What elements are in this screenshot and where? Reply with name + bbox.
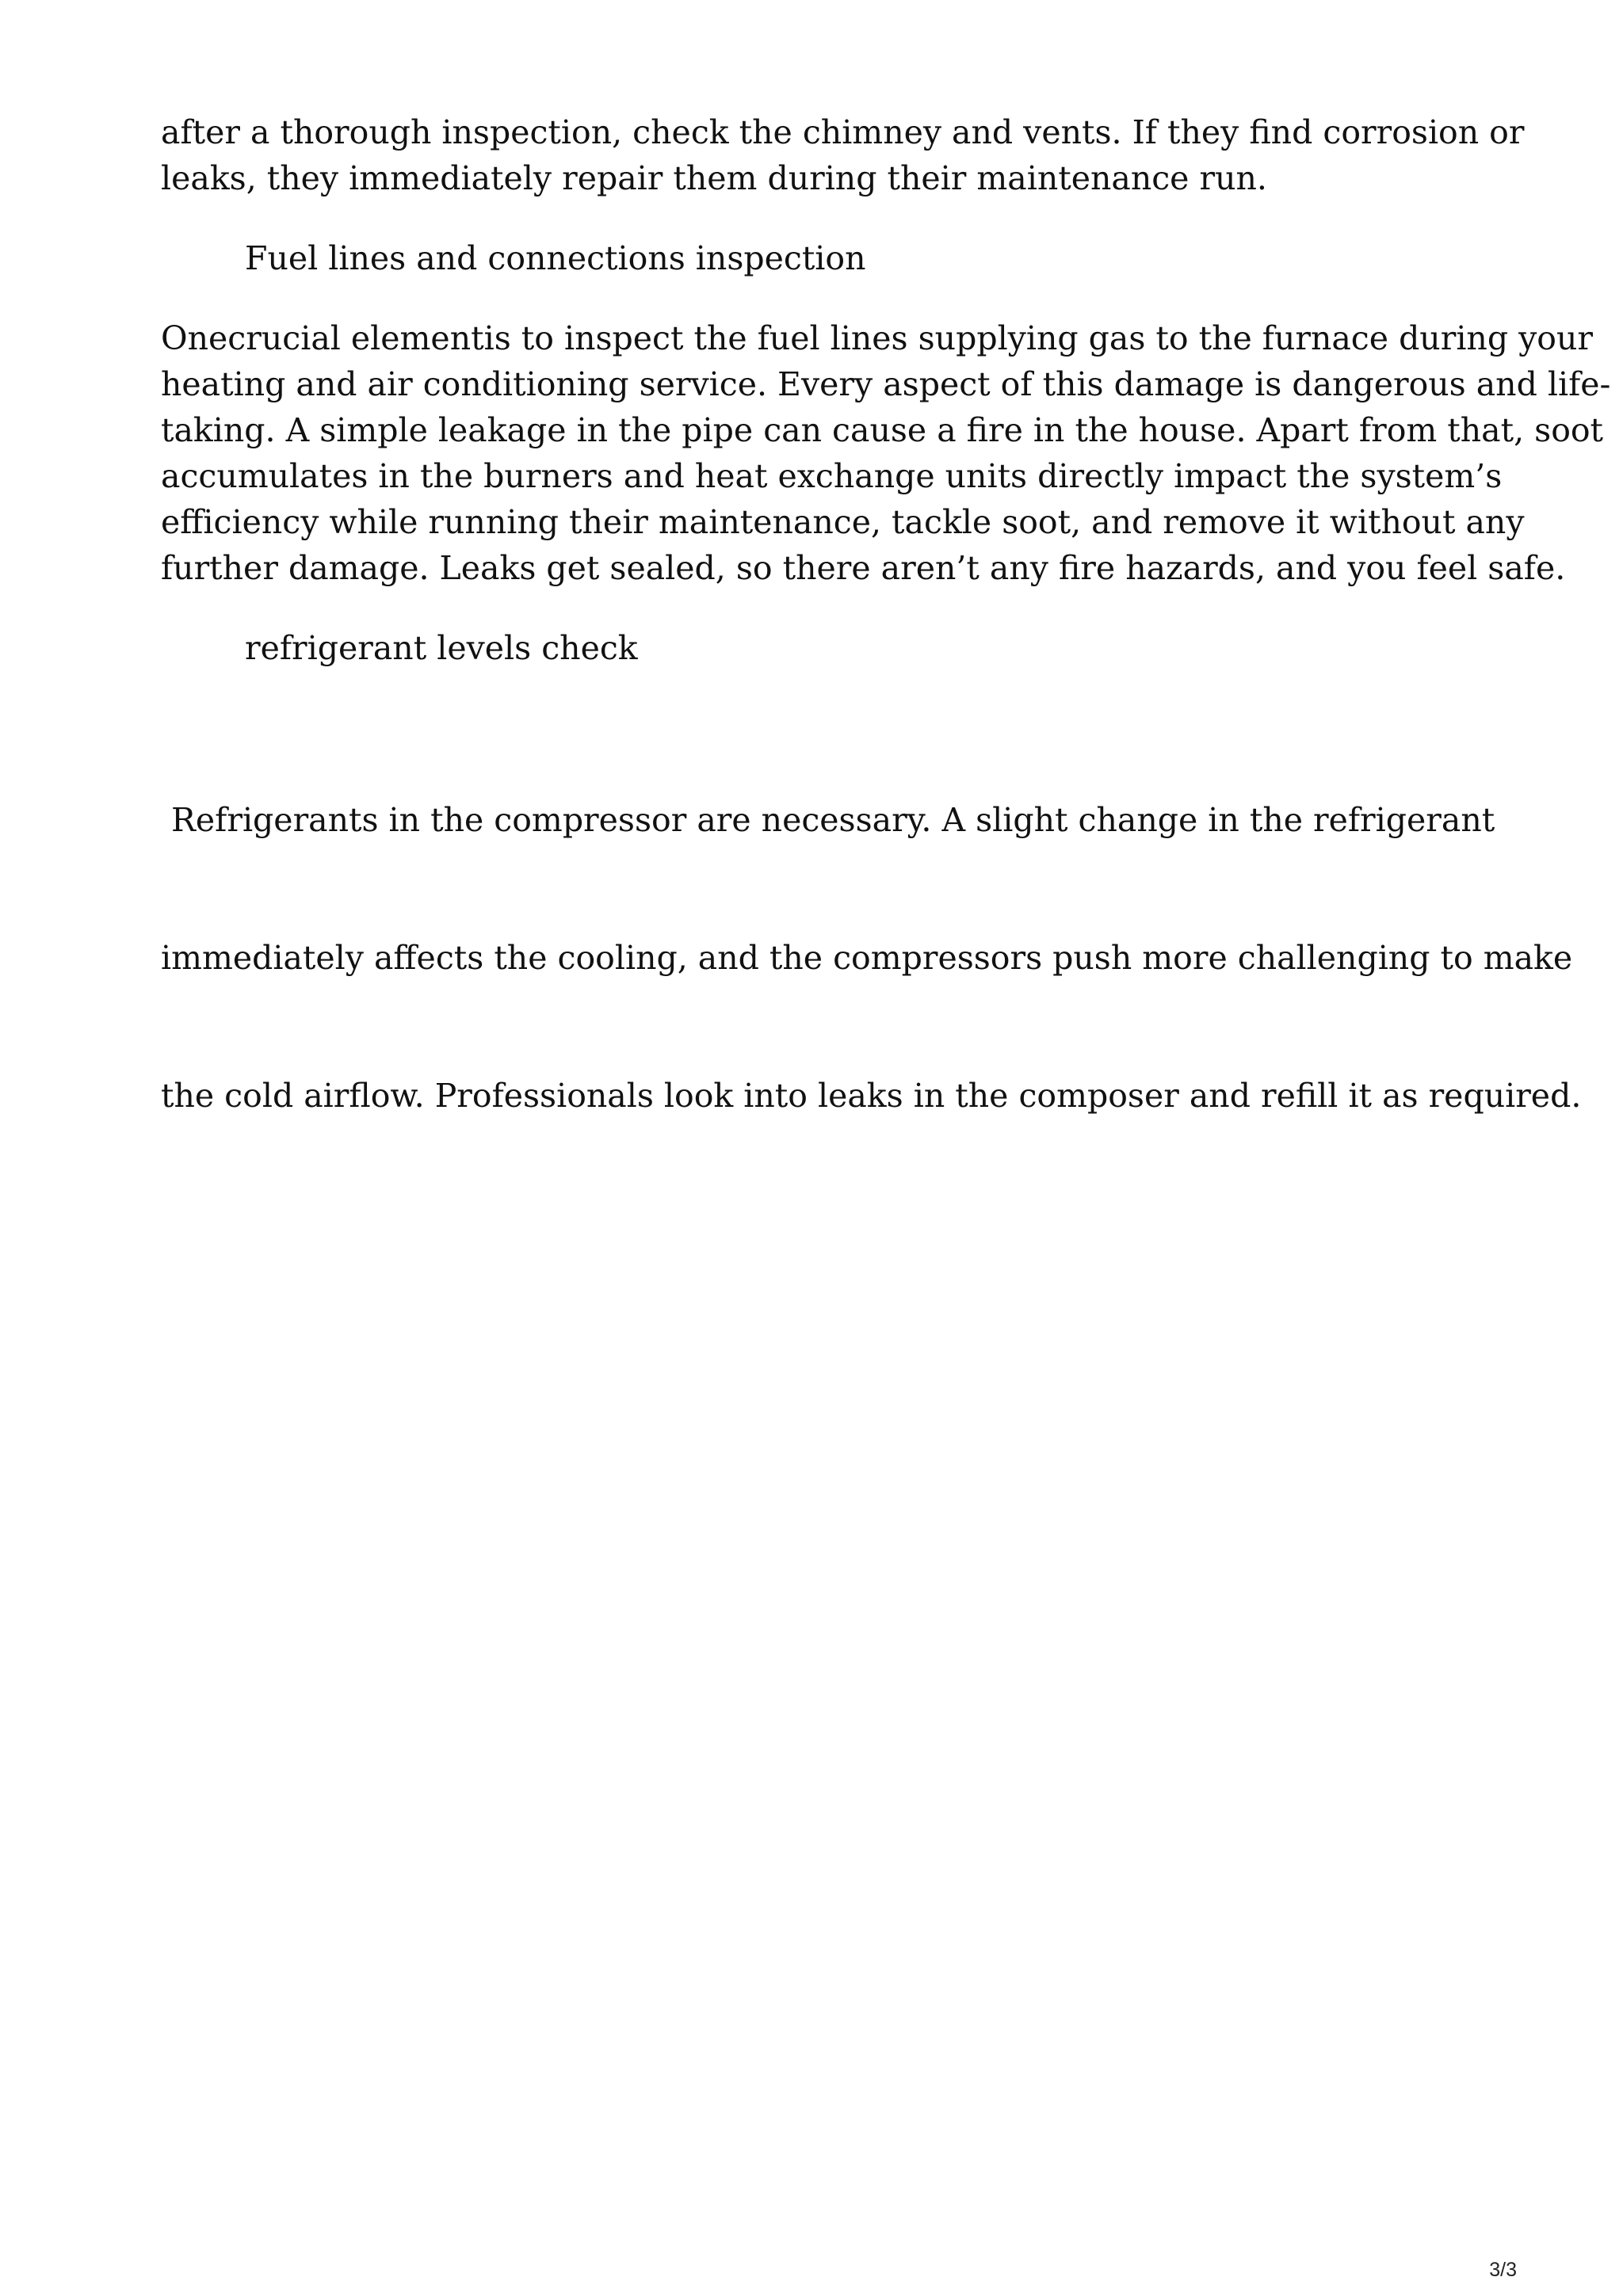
section-heading-fuel-lines: Fuel lines and connections inspection (245, 239, 866, 277)
fuel-lines-paragraph (161, 315, 1611, 591)
paragraph-line: further damage. Leaks get sealed, so there aren’t any fire hazards, and you feel safe. (161, 549, 1566, 587)
section-heading-refrigerant: refrigerant levels check (245, 629, 638, 667)
paragraph-line: after a thorough inspection, check the chimney and vents. If they find corrosion or (161, 113, 1525, 151)
paragraph-line: taking. A simple leakage in the pipe can cause a fire in the house. Apart from that, soot (161, 411, 1604, 449)
document-body (161, 109, 1611, 1211)
page-number: 3/3 (1489, 2259, 1517, 2281)
paragraph-line: immediately affects the cooling, and the compressors push more challenging to make (161, 939, 1573, 977)
paragraph-line: leaks, they immediately repair them during their maintenance run. (161, 159, 1267, 197)
paragraph-line: the cold airflow. Professionals look into leaks in the composer and refill it as required. (161, 1077, 1582, 1115)
paragraph-line: accumulates in the burners and heat exchange units directly impact the system’s (161, 457, 1503, 495)
paragraph-line: Onecrucial elementis to inspect the fuel lines supplying gas to the furnace during your (161, 319, 1593, 357)
intro-paragraph (161, 109, 1525, 201)
refrigerant-paragraph (161, 705, 1582, 1211)
paragraph-line: efficiency while running their maintenance, tackle soot, and remove it without any (161, 503, 1525, 541)
paragraph-line: Refrigerants in the compressor are necessary. A slight change in the refrigerant (161, 801, 1495, 839)
paragraph-line: heating and air conditioning service. Every aspect of this damage is dangerous and life- (161, 365, 1611, 403)
